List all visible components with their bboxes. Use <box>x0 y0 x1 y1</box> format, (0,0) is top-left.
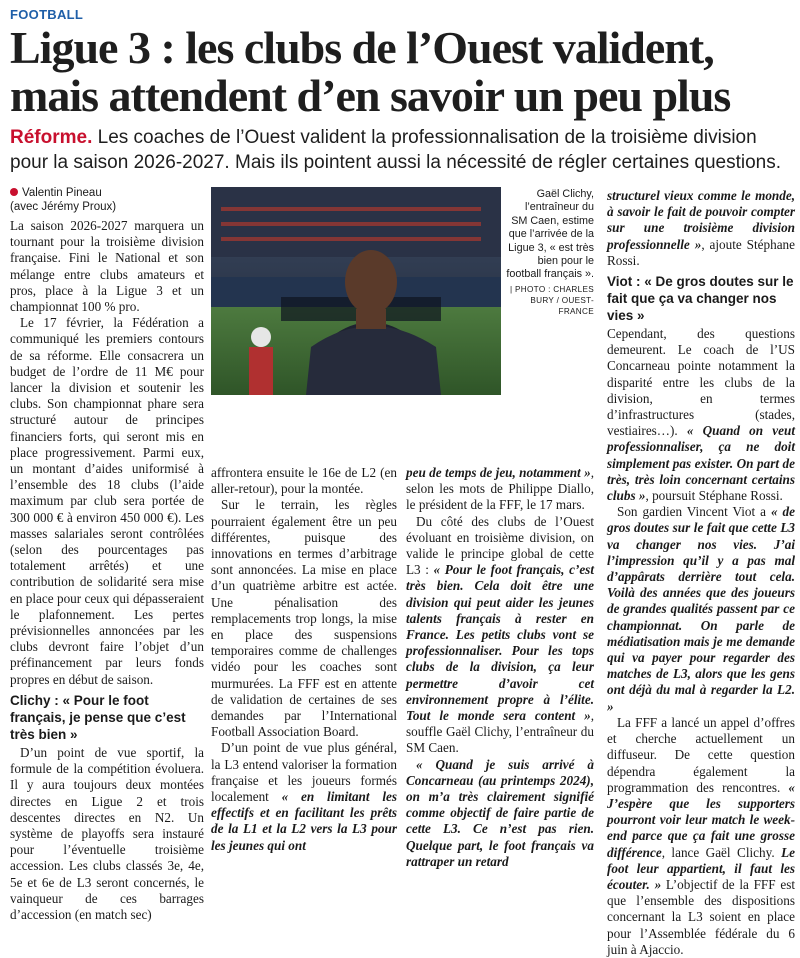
article-column-4 <box>607 188 796 957</box>
byline-assist: (avec Jérémy Proux) <box>10 201 117 213</box>
coach-photo-image <box>211 187 501 395</box>
standfirst <box>10 125 795 175</box>
quote-run: « en limitant les effectifs et en facilitant les prêts de la L1 et la L2 vers la L3 pour les jeunes qui ont <box>211 789 397 853</box>
text-run: , selon les mots de Philippe Diallo, le président de la FFF, le 17 mars. <box>406 465 594 513</box>
article-column-1 <box>10 218 204 922</box>
caption-text: Gaël Clichy, l’entraîneur du SM Caen, estime que l’arrivée de la Ligue 3, « est très bien pour le football français ». <box>506 188 594 281</box>
text-run: , poursuit Stéphane Rossi. <box>645 488 783 504</box>
paragraph: D’un point de vue sportif, la formule de la compétition évoluera. Il y aura toujours deux montées directes en Ligue 2 et trois descentes directes en N2. Un système de playoffs sera instauré pour l’éventuelle troisième accession. Les clubs classés 3e, 4e, 5e et 6e de L3 seront concernés, le vainqueur de ces barrages d’accession (en match sec) <box>10 744 204 922</box>
paragraph <box>406 514 594 757</box>
text-run: , souffle Gaël Clichy, l’entraîneur du SM Caen. <box>406 708 594 756</box>
subheading: Viot : « De gros doutes sur le fait que ça va changer nos vies » <box>607 274 794 324</box>
article-photo <box>211 187 501 395</box>
photo-credit: | PHOTO : CHARLES BURY / OUEST-FRANCE <box>510 284 594 316</box>
paragraph: affrontera ensuite le 16e de L2 (en aller-retour), pour la montée. <box>211 465 397 497</box>
quote-run: « de gros doutes sur le fait que cette L3 va changer nos vies. J’ai l’impression qu’il y a pas mal d’appârats derrière tout cela. Voilà des années que des joueurs de grandes qualités passent par ce championnat. On parle de médiatisation mais je me demande qui va payer pour regarder des matches de L3, alors que les gens ont déjà du mal à regarder la L2. » <box>607 504 795 714</box>
paragraph <box>406 465 594 514</box>
headline-line-1: Ligue 3 : les clubs de l’Ouest valident, <box>10 22 714 73</box>
article-column-2 <box>211 465 397 853</box>
standfirst-lead: Réforme. <box>10 127 93 148</box>
paragraph: Sur le terrain, les règles pourraient également être un peu différentes, puisque des innovations en termes d’arbitrage sont annoncées. La mise en place d’un quatrième arbitre est actée. Une pénalisation des remplacements trop longs, la mise en place des suspensions temporaires comme de challenges vidéo pour les coaches sont murmurées. La FFF est en attente de validation de certaines de ses demandes par l’International Football Association Board. <box>211 497 397 740</box>
paragraph: Le 17 février, la Fédération a communiqué les premiers contours de sa réforme. Elle consacrera un budget de l’ordre de 11 M€ pour lancer la division et soutenir les clubs. Son championnat phare sera structuré autour de principes financiers forts, qui seront mis en place progressivement. Parmi eux, un montant d’aides uniformisé à l’ensemble des 18 clubs (l’aide maximum par club sera portée de 300 000 € à environ 450 000 €). Les masses salariales seront contrôlées (selon des pourcentages pas totalement arrêtés) et une contribution de solidarité sera mise en place pour ceux qui dépasseraient le plafonnement. Les pertes prévisionnelles annoncées par les clubs devront faire l’objet d’un préfinancement par leurs fonds propres en début de saison. <box>10 315 204 687</box>
quote-run: « Quand on veut professionnaliser, ça ne doit simplement pas exister. On part de très, très loin concernant certains clubs » <box>607 423 795 504</box>
paragraph <box>607 188 795 269</box>
byline-author: Valentin Pineau <box>22 187 102 199</box>
article-column-3 <box>406 465 594 869</box>
text-run: , lance Gaël Clichy. <box>661 844 782 860</box>
subheading: Clichy : « Pour le foot français, je pense que c’est très bien » <box>10 692 186 742</box>
paragraph: La saison 2026-2027 marquera un tournant pour la troisième division française. Fini le National et son mélange entre clubs amateurs et pros, place à la Ligue 3 et un championnat 100 % pro. <box>10 218 204 315</box>
headline-line-2: mais attendent d’en savoir un peu plus <box>10 70 731 121</box>
photo-caption <box>506 188 594 317</box>
text-run: D’un point de vue plus général, la L3 entend valoriser la formation française et les joueurs formés localement <box>211 740 397 805</box>
bullet-icon <box>10 188 18 196</box>
text-run: , ajoute Stéphane Rossi. <box>607 236 796 268</box>
headline <box>10 24 795 120</box>
paragraph <box>607 715 795 958</box>
text-run: Son gardien Vincent Viot a <box>617 504 771 520</box>
paragraph <box>607 326 795 504</box>
quote-run: « J’espère que les supporters pourront voir leur match le week-end parce que ça fait une grosse différence <box>607 779 795 860</box>
section-kicker: FOOTBALL <box>10 7 84 22</box>
paragraph <box>607 504 795 715</box>
quote-run: peu de temps de jeu, notamment » <box>406 465 591 480</box>
quote-run: Le foot leur appartient, il faut les écouter. » <box>607 844 795 892</box>
quote-run: structurel vieux comme le monde, à savoir le fait de pouvoir compter sur une troisième division professionnelle » <box>607 188 795 252</box>
standfirst-text: Les coaches de l’Ouest valident la professionnalisation de la troisième division pour la saison 2026-2027. Mais ils pointent aussi la nécessité de régler certaines questions. <box>10 127 782 173</box>
text-run: Cependant, des questions demeurent. Le coach de l’US Concarneau pointe notamment la disparité entre les clubs de la division, en termes d’infrastructures (stades, vestiaires…). <box>607 326 795 439</box>
text-run: La FFF a lancé un appel d’offres et cherche actuellement un diffuseur. De cette question dépendra également la programmation des rencontres. <box>607 714 795 795</box>
quote-run: « Pour le foot français, c’est très bien. Cela doit être une division qui peut aider les jeunes talents français à rester en France. Les petits clubs vont se professionnaliser. Pour les tops clubs de la division, ça leur permettre d’avoir cet environnement propre à l’élite. Tout le monde sera content » <box>406 562 594 724</box>
byline <box>10 186 116 214</box>
text-run: L’objectif de la FFF est que l’ensemble des dispositions concernant la L3 soient en place pour l’Assemblée fédérale du 6 juin à Ajaccio. <box>607 876 795 957</box>
paragraph: « Quand je suis arrivé à Concarneau (au printemps 2024), on m’a très clairement signifié comme objectif de faire partie de cette L3. Ce n’est pas rien. Quelque part, le foot français va rattraper un retard <box>406 756 594 869</box>
text-run: Du côté des clubs de l’Ouest évoluant en troisième division, on valide le principe global de cette L3 : <box>406 513 594 578</box>
paragraph <box>211 740 397 853</box>
